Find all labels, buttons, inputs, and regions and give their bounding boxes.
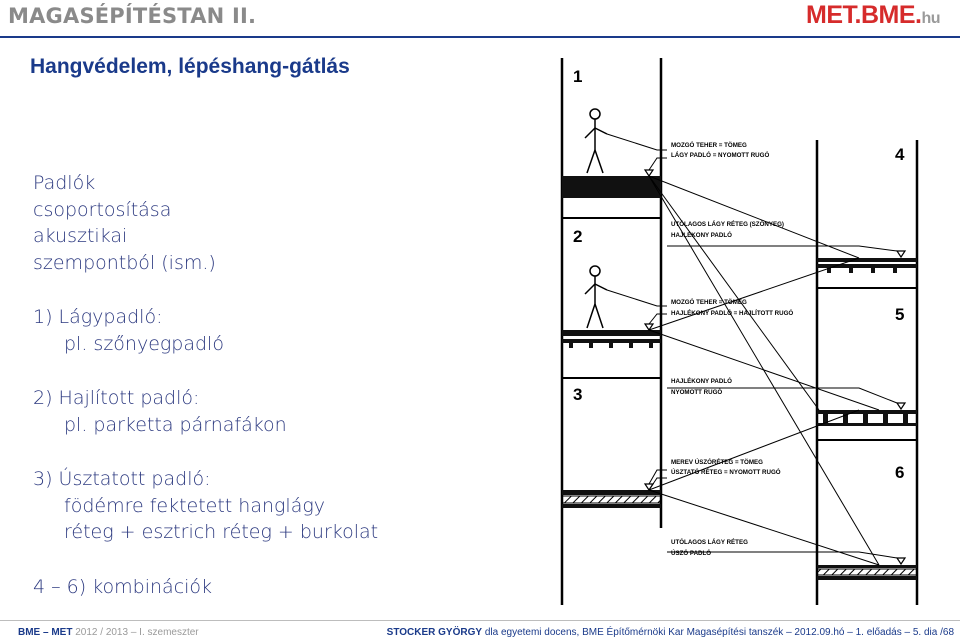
label-2b: HAJLÉKONY PADLÓ = HAJLÍTOTT RUGÓ [671, 310, 794, 317]
intro-line: szempontból (ism.) [33, 251, 216, 274]
label-6b: ÚSZÓ PADLÓ [671, 550, 712, 557]
footer-divider [0, 620, 960, 621]
label-4b: HAJLÉKONY PADLÓ [671, 232, 732, 239]
list-item-head: 1) Lágypadló: [33, 306, 163, 328]
label-5b: NYOMOTT RUGÓ [671, 389, 723, 396]
panel-number-3: 3 [573, 385, 583, 404]
footer-semester: 2012 / 2013 – I. szemeszter [72, 627, 199, 638]
panel-number-2: 2 [573, 227, 583, 246]
footer-details: dla egyetemi docens, BME Építőmérnöki Kar Magasépítési tanszék – 2012.09.hó – 1. előadás – 5. dia /68 [482, 627, 954, 638]
label-1a: MOZGÓ TEHER = TÖMEG [671, 142, 747, 149]
logo-bme: BME. [860, 1, 922, 29]
floor-diagram-svg [559, 58, 940, 605]
list-item-head: 2) Hajlított padló: [33, 387, 200, 409]
list-item-head: 3) Úsztatott padló: [33, 468, 211, 490]
intro-line: akusztikai [33, 225, 128, 247]
list-item-floating-floor [33, 466, 553, 546]
course-title: MAGASÉPÍTÉSTAN II. [8, 4, 257, 28]
met-bme-logo[interactable] [806, 1, 940, 30]
slab-4 [817, 258, 917, 262]
footer-dept: BME – MET [18, 627, 73, 638]
slide-title: Hangvédelem, lépéshang-gátlás [30, 55, 350, 78]
panel-number-4: 4 [895, 145, 905, 164]
slab-3 [562, 490, 661, 495]
logo-hu: hu [921, 10, 940, 27]
floor-types-diagram [559, 58, 940, 605]
combinations-text: 4 – 6) kombinációk [33, 575, 213, 598]
list-item-sub: réteg + esztrich réteg + burkolat [64, 521, 379, 543]
list-item-sub: pl. szőnyegpadló [64, 332, 224, 355]
label-3b: ÚSZTATÓ RÉTEG = NYOMOTT RUGÓ [671, 469, 781, 476]
list-item-sub: pl. parketta párnafákon [64, 413, 287, 436]
footer-author: STOCKER GYÖRGY [386, 627, 483, 638]
list-item-bent-floor [33, 385, 553, 438]
slab-6 [817, 565, 917, 568]
slide-header [0, 0, 960, 40]
label-3a: MEREV ÚSZÓRÉTEG = TÖMEG [671, 459, 763, 466]
header-divider [0, 36, 960, 38]
label-4a: UTÓLAGOS LÁGY RÉTEG (SZŐNYEG) [671, 221, 784, 228]
slide-body [33, 170, 553, 600]
slide-footer [0, 620, 960, 641]
intro-text [33, 170, 553, 276]
panel-number-5: 5 [895, 305, 905, 324]
slab-1 [562, 176, 661, 198]
slab-5 [817, 410, 917, 414]
intro-line: Padlók [33, 172, 96, 194]
intro-line: csoportosítása [33, 198, 172, 221]
list-item-soft-floor [33, 304, 553, 357]
footer-author-info [387, 627, 954, 638]
label-2a: MOZGÓ TEHER = TÖMEG [671, 299, 747, 306]
panel-number-1: 1 [573, 67, 583, 86]
logo-met: MET. [806, 1, 861, 29]
label-1b: LÁGY PADLÓ = NYOMOTT RUGÓ [671, 152, 770, 159]
slab-2 [562, 330, 661, 336]
label-6a: UTÓLAGOS LÁGY RÉTEG [671, 539, 748, 546]
footer-course-info [18, 627, 199, 638]
label-5a: HAJLÉKONY PADLÓ [671, 378, 732, 385]
list-item-sub: födémre fektetett hanglágy [64, 494, 325, 517]
panel-number-6: 6 [895, 463, 905, 482]
